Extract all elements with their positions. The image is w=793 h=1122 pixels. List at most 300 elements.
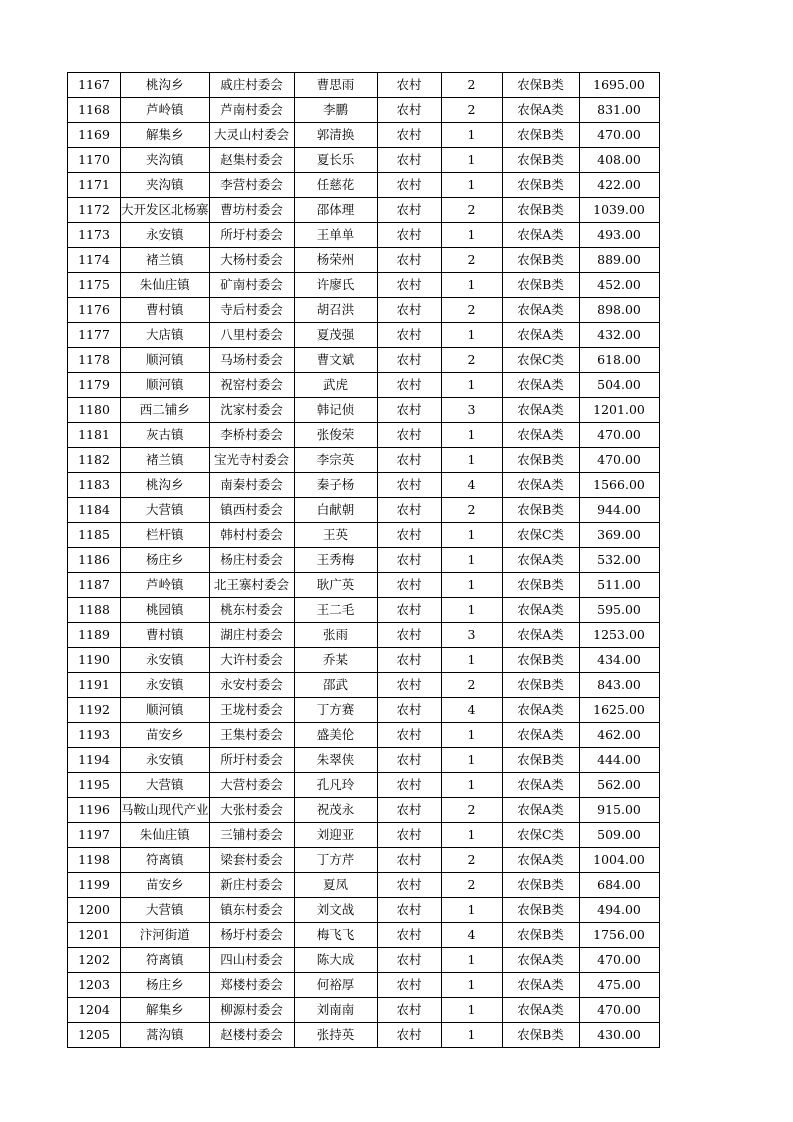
name-cell: 许廖氏 <box>294 273 377 298</box>
village-committee-cell: 李桥村委会 <box>209 423 294 448</box>
person-count-cell: 2 <box>441 98 502 123</box>
household-type-cell: 农村 <box>377 298 441 323</box>
table-row <box>68 948 660 973</box>
name-cell: 曹思雨 <box>294 73 377 98</box>
person-count-cell: 1 <box>441 448 502 473</box>
person-count-cell: 2 <box>441 348 502 373</box>
household-type-cell: 农村 <box>377 973 441 998</box>
person-count-cell: 2 <box>441 873 502 898</box>
row-number-cell: 1204 <box>68 998 121 1023</box>
township-cell: 解集乡 <box>121 123 210 148</box>
table-row <box>68 273 660 298</box>
village-committee-cell: 桃东村委会 <box>209 598 294 623</box>
table-row <box>68 798 660 823</box>
person-count-cell: 1 <box>441 373 502 398</box>
insurance-category-cell: 农保B类 <box>502 573 579 598</box>
village-committee-cell: 镇东村委会 <box>209 898 294 923</box>
insurance-category-cell: 农保A类 <box>502 398 579 423</box>
township-cell: 汴河街道 <box>121 923 210 948</box>
village-committee-cell: 所圩村委会 <box>209 223 294 248</box>
amount-cell: 831.00 <box>579 98 659 123</box>
household-type-cell: 农村 <box>377 848 441 873</box>
person-count-cell: 3 <box>441 623 502 648</box>
name-cell: 盛美伦 <box>294 723 377 748</box>
table-row <box>68 923 660 948</box>
table-row <box>68 573 660 598</box>
row-number-cell: 1168 <box>68 98 121 123</box>
township-cell: 杨庄乡 <box>121 548 210 573</box>
row-number-cell: 1202 <box>68 948 121 973</box>
household-type-cell: 农村 <box>377 948 441 973</box>
village-committee-cell: 湖庄村委会 <box>209 623 294 648</box>
amount-cell: 470.00 <box>579 948 659 973</box>
person-count-cell: 1 <box>441 648 502 673</box>
household-type-cell: 农村 <box>377 448 441 473</box>
row-number-cell: 1187 <box>68 573 121 598</box>
table-row <box>68 398 660 423</box>
row-number-cell: 1198 <box>68 848 121 873</box>
name-cell: 武虎 <box>294 373 377 398</box>
table-row <box>68 348 660 373</box>
name-cell: 秦子杨 <box>294 473 377 498</box>
household-type-cell: 农村 <box>377 648 441 673</box>
insurance-category-cell: 农保A类 <box>502 373 579 398</box>
amount-cell: 1201.00 <box>579 398 659 423</box>
village-committee-cell: 赵集村委会 <box>209 148 294 173</box>
name-cell: 夏长乐 <box>294 148 377 173</box>
insurance-category-cell: 农保A类 <box>502 623 579 648</box>
village-committee-cell: 大营村委会 <box>209 773 294 798</box>
person-count-cell: 2 <box>441 798 502 823</box>
insurance-category-cell: 农保A类 <box>502 998 579 1023</box>
household-type-cell: 农村 <box>377 373 441 398</box>
household-type-cell: 农村 <box>377 473 441 498</box>
insurance-category-cell: 农保B类 <box>502 923 579 948</box>
township-cell: 永安镇 <box>121 648 210 673</box>
insurance-category-cell: 农保A类 <box>502 848 579 873</box>
insurance-category-cell: 农保A类 <box>502 323 579 348</box>
township-cell: 褚兰镇 <box>121 448 210 473</box>
name-cell: 刘迎亚 <box>294 823 377 848</box>
table-row <box>68 298 660 323</box>
household-type-cell: 农村 <box>377 223 441 248</box>
village-committee-cell: 北王寨村委会 <box>209 573 294 598</box>
person-count-cell: 2 <box>441 673 502 698</box>
amount-cell: 1566.00 <box>579 473 659 498</box>
insurance-category-cell: 农保A类 <box>502 298 579 323</box>
insurance-category-cell: 农保B类 <box>502 448 579 473</box>
name-cell: 张俊荣 <box>294 423 377 448</box>
village-committee-cell: 镇西村委会 <box>209 498 294 523</box>
row-number-cell: 1205 <box>68 1023 121 1048</box>
township-cell: 朱仙庄镇 <box>121 823 210 848</box>
amount-cell: 369.00 <box>579 523 659 548</box>
amount-cell: 408.00 <box>579 148 659 173</box>
insurance-category-cell: 农保B类 <box>502 873 579 898</box>
table-row <box>68 998 660 1023</box>
household-type-cell: 农村 <box>377 823 441 848</box>
village-committee-cell: 八里村委会 <box>209 323 294 348</box>
amount-cell: 432.00 <box>579 323 659 348</box>
insurance-category-cell: 农保B类 <box>502 248 579 273</box>
table-row <box>68 198 660 223</box>
name-cell: 丁方芹 <box>294 848 377 873</box>
household-type-cell: 农村 <box>377 748 441 773</box>
village-committee-cell: 矿南村委会 <box>209 273 294 298</box>
household-type-cell: 农村 <box>377 798 441 823</box>
person-count-cell: 4 <box>441 698 502 723</box>
row-number-cell: 1193 <box>68 723 121 748</box>
amount-cell: 1253.00 <box>579 623 659 648</box>
name-cell: 耿广英 <box>294 573 377 598</box>
person-count-cell: 1 <box>441 173 502 198</box>
insurance-category-cell: 农保B类 <box>502 898 579 923</box>
row-number-cell: 1195 <box>68 773 121 798</box>
row-number-cell: 1192 <box>68 698 121 723</box>
insurance-category-cell: 农保A类 <box>502 698 579 723</box>
person-count-cell: 1 <box>441 948 502 973</box>
insurance-category-cell: 农保B类 <box>502 198 579 223</box>
amount-cell: 509.00 <box>579 823 659 848</box>
amount-cell: 618.00 <box>579 348 659 373</box>
person-count-cell: 1 <box>441 573 502 598</box>
person-count-cell: 1 <box>441 423 502 448</box>
insurance-category-cell: 农保B类 <box>502 673 579 698</box>
household-type-cell: 农村 <box>377 173 441 198</box>
name-cell: 白献朝 <box>294 498 377 523</box>
insurance-category-cell: 农保B类 <box>502 748 579 773</box>
village-committee-cell: 新庄村委会 <box>209 873 294 898</box>
amount-cell: 493.00 <box>579 223 659 248</box>
table-row <box>68 723 660 748</box>
row-number-cell: 1200 <box>68 898 121 923</box>
village-committee-cell: 寺后村委会 <box>209 298 294 323</box>
amount-cell: 475.00 <box>579 973 659 998</box>
township-cell: 苗安乡 <box>121 723 210 748</box>
name-cell: 何裕厚 <box>294 973 377 998</box>
name-cell: 杨荣州 <box>294 248 377 273</box>
township-cell: 芦岭镇 <box>121 573 210 598</box>
household-type-cell: 农村 <box>377 98 441 123</box>
table-row <box>68 598 660 623</box>
row-number-cell: 1171 <box>68 173 121 198</box>
row-number-cell: 1186 <box>68 548 121 573</box>
village-committee-cell: 所圩村委会 <box>209 748 294 773</box>
table-row <box>68 373 660 398</box>
row-number-cell: 1167 <box>68 73 121 98</box>
household-type-cell: 农村 <box>377 698 441 723</box>
row-number-cell: 1189 <box>68 623 121 648</box>
township-cell: 桃沟乡 <box>121 473 210 498</box>
household-type-cell: 农村 <box>377 498 441 523</box>
amount-cell: 1039.00 <box>579 198 659 223</box>
village-committee-cell: 芦南村委会 <box>209 98 294 123</box>
name-cell: 胡召洪 <box>294 298 377 323</box>
person-count-cell: 1 <box>441 998 502 1023</box>
township-cell: 大营镇 <box>121 773 210 798</box>
person-count-cell: 1 <box>441 273 502 298</box>
township-cell: 夹沟镇 <box>121 173 210 198</box>
household-type-cell: 农村 <box>377 1023 441 1048</box>
name-cell: 刘南南 <box>294 998 377 1023</box>
row-number-cell: 1190 <box>68 648 121 673</box>
township-cell: 顺河镇 <box>121 348 210 373</box>
township-cell: 苗安乡 <box>121 873 210 898</box>
insurance-category-cell: 农保A类 <box>502 223 579 248</box>
amount-cell: 470.00 <box>579 423 659 448</box>
name-cell: 张持英 <box>294 1023 377 1048</box>
township-cell: 大开发区北杨寨 <box>121 198 210 223</box>
township-cell: 桃园镇 <box>121 598 210 623</box>
township-cell: 永安镇 <box>121 748 210 773</box>
table-row <box>68 898 660 923</box>
name-cell: 郭清换 <box>294 123 377 148</box>
row-number-cell: 1169 <box>68 123 121 148</box>
village-committee-cell: 南秦村委会 <box>209 473 294 498</box>
person-count-cell: 2 <box>441 498 502 523</box>
household-type-cell: 农村 <box>377 148 441 173</box>
name-cell: 乔某 <box>294 648 377 673</box>
township-cell: 蒿沟镇 <box>121 1023 210 1048</box>
row-number-cell: 1203 <box>68 973 121 998</box>
township-cell: 西二铺乡 <box>121 398 210 423</box>
household-type-cell: 农村 <box>377 73 441 98</box>
township-cell: 符离镇 <box>121 948 210 973</box>
insurance-category-cell: 农保B类 <box>502 123 579 148</box>
table-row <box>68 248 660 273</box>
insurance-category-cell: 农保A类 <box>502 948 579 973</box>
amount-cell: 444.00 <box>579 748 659 773</box>
township-cell: 桃沟乡 <box>121 73 210 98</box>
amount-cell: 430.00 <box>579 1023 659 1048</box>
name-cell: 王英 <box>294 523 377 548</box>
township-cell: 大店镇 <box>121 323 210 348</box>
insurance-category-cell: 农保A类 <box>502 773 579 798</box>
household-type-cell: 农村 <box>377 598 441 623</box>
household-type-cell: 农村 <box>377 398 441 423</box>
township-cell: 大营镇 <box>121 898 210 923</box>
insurance-category-cell: 农保A类 <box>502 423 579 448</box>
village-committee-cell: 杨庄村委会 <box>209 548 294 573</box>
name-cell: 孔凡玲 <box>294 773 377 798</box>
table-row <box>68 448 660 473</box>
name-cell: 祝茂永 <box>294 798 377 823</box>
amount-cell: 462.00 <box>579 723 659 748</box>
village-committee-cell: 曹坊村委会 <box>209 198 294 223</box>
village-committee-cell: 三铺村委会 <box>209 823 294 848</box>
village-committee-cell: 赵楼村委会 <box>209 1023 294 1048</box>
household-type-cell: 农村 <box>377 523 441 548</box>
amount-cell: 1625.00 <box>579 698 659 723</box>
village-committee-cell: 李营村委会 <box>209 173 294 198</box>
insurance-category-cell: 农保A类 <box>502 973 579 998</box>
household-type-cell: 农村 <box>377 673 441 698</box>
table-row <box>68 498 660 523</box>
township-cell: 褚兰镇 <box>121 248 210 273</box>
village-committee-cell: 马场村委会 <box>209 348 294 373</box>
insurance-category-cell: 农保A类 <box>502 723 579 748</box>
township-cell: 大营镇 <box>121 498 210 523</box>
amount-cell: 898.00 <box>579 298 659 323</box>
person-count-cell: 1 <box>441 723 502 748</box>
amount-cell: 470.00 <box>579 998 659 1023</box>
household-type-cell: 农村 <box>377 423 441 448</box>
table-row <box>68 848 660 873</box>
table-row <box>68 673 660 698</box>
person-count-cell: 1 <box>441 823 502 848</box>
person-count-cell: 1 <box>441 1023 502 1048</box>
household-type-cell: 农村 <box>377 923 441 948</box>
table-row <box>68 698 660 723</box>
row-number-cell: 1170 <box>68 148 121 173</box>
amount-cell: 843.00 <box>579 673 659 698</box>
table-row <box>68 873 660 898</box>
amount-cell: 1004.00 <box>579 848 659 873</box>
person-count-cell: 2 <box>441 848 502 873</box>
person-count-cell: 1 <box>441 323 502 348</box>
amount-cell: 452.00 <box>579 273 659 298</box>
amount-cell: 1756.00 <box>579 923 659 948</box>
name-cell: 夏凤 <box>294 873 377 898</box>
insurance-category-cell: 农保A类 <box>502 798 579 823</box>
township-cell: 曹村镇 <box>121 298 210 323</box>
village-committee-cell: 王垅村委会 <box>209 698 294 723</box>
village-committee-cell: 郑楼村委会 <box>209 973 294 998</box>
table-row <box>68 73 660 98</box>
name-cell: 李鹏 <box>294 98 377 123</box>
name-cell: 王秀梅 <box>294 548 377 573</box>
insurance-category-cell: 农保B类 <box>502 1023 579 1048</box>
township-cell: 马鞍山现代产业 <box>121 798 210 823</box>
insurance-category-cell: 农保B类 <box>502 73 579 98</box>
person-count-cell: 4 <box>441 473 502 498</box>
name-cell: 邵武 <box>294 673 377 698</box>
township-cell: 栏杆镇 <box>121 523 210 548</box>
row-number-cell: 1178 <box>68 348 121 373</box>
household-type-cell: 农村 <box>377 723 441 748</box>
village-committee-cell: 大张村委会 <box>209 798 294 823</box>
amount-cell: 915.00 <box>579 798 659 823</box>
name-cell: 任慈花 <box>294 173 377 198</box>
village-committee-cell: 大杨村委会 <box>209 248 294 273</box>
row-number-cell: 1181 <box>68 423 121 448</box>
amount-cell: 595.00 <box>579 598 659 623</box>
row-number-cell: 1197 <box>68 823 121 848</box>
township-cell: 杨庄乡 <box>121 973 210 998</box>
amount-cell: 504.00 <box>579 373 659 398</box>
name-cell: 丁方赛 <box>294 698 377 723</box>
village-committee-cell: 杨圩村委会 <box>209 923 294 948</box>
village-committee-cell: 大灵山村委会 <box>209 123 294 148</box>
person-count-cell: 2 <box>441 298 502 323</box>
insurance-category-cell: 农保B类 <box>502 648 579 673</box>
table-row <box>68 773 660 798</box>
name-cell: 王单单 <box>294 223 377 248</box>
amount-cell: 422.00 <box>579 173 659 198</box>
name-cell: 李宗英 <box>294 448 377 473</box>
name-cell: 王二毛 <box>294 598 377 623</box>
row-number-cell: 1182 <box>68 448 121 473</box>
insurance-category-cell: 农保A类 <box>502 98 579 123</box>
table-row <box>68 973 660 998</box>
name-cell: 夏茂强 <box>294 323 377 348</box>
row-number-cell: 1194 <box>68 748 121 773</box>
row-number-cell: 1183 <box>68 473 121 498</box>
household-type-cell: 农村 <box>377 348 441 373</box>
amount-cell: 470.00 <box>579 123 659 148</box>
person-count-cell: 2 <box>441 73 502 98</box>
insurance-category-cell: 农保B类 <box>502 498 579 523</box>
township-cell: 朱仙庄镇 <box>121 273 210 298</box>
relief-table <box>67 72 660 1048</box>
person-count-cell: 2 <box>441 248 502 273</box>
township-cell: 夹沟镇 <box>121 148 210 173</box>
insurance-category-cell: 农保C类 <box>502 348 579 373</box>
village-committee-cell: 韩村村委会 <box>209 523 294 548</box>
township-cell: 永安镇 <box>121 673 210 698</box>
name-cell: 张雨 <box>294 623 377 648</box>
table-row <box>68 323 660 348</box>
household-type-cell: 农村 <box>377 248 441 273</box>
row-number-cell: 1179 <box>68 373 121 398</box>
person-count-cell: 1 <box>441 973 502 998</box>
insurance-category-cell: 农保A类 <box>502 598 579 623</box>
person-count-cell: 1 <box>441 123 502 148</box>
table-row <box>68 473 660 498</box>
person-count-cell: 4 <box>441 923 502 948</box>
insurance-category-cell: 农保A类 <box>502 473 579 498</box>
township-cell: 永安镇 <box>121 223 210 248</box>
household-type-cell: 农村 <box>377 123 441 148</box>
row-number-cell: 1191 <box>68 673 121 698</box>
person-count-cell: 1 <box>441 548 502 573</box>
amount-cell: 532.00 <box>579 548 659 573</box>
table-row <box>68 148 660 173</box>
household-type-cell: 农村 <box>377 998 441 1023</box>
village-committee-cell: 祝窑村委会 <box>209 373 294 398</box>
household-type-cell: 农村 <box>377 773 441 798</box>
person-count-cell: 1 <box>441 898 502 923</box>
insurance-category-cell: 农保C类 <box>502 523 579 548</box>
insurance-category-cell: 农保B类 <box>502 148 579 173</box>
table-row <box>68 423 660 448</box>
name-cell: 刘文战 <box>294 898 377 923</box>
township-cell: 解集乡 <box>121 998 210 1023</box>
amount-cell: 434.00 <box>579 648 659 673</box>
household-type-cell: 农村 <box>377 548 441 573</box>
township-cell: 符离镇 <box>121 848 210 873</box>
township-cell: 顺河镇 <box>121 698 210 723</box>
row-number-cell: 1174 <box>68 248 121 273</box>
table-row <box>68 223 660 248</box>
amount-cell: 470.00 <box>579 448 659 473</box>
household-type-cell: 农村 <box>377 898 441 923</box>
insurance-category-cell: 农保B类 <box>502 273 579 298</box>
insurance-category-cell: 农保A类 <box>502 548 579 573</box>
person-count-cell: 1 <box>441 148 502 173</box>
village-committee-cell: 王集村委会 <box>209 723 294 748</box>
table-row <box>68 623 660 648</box>
household-type-cell: 农村 <box>377 623 441 648</box>
table-row <box>68 548 660 573</box>
township-cell: 芦岭镇 <box>121 98 210 123</box>
name-cell: 韩记侦 <box>294 398 377 423</box>
table-row <box>68 648 660 673</box>
person-count-cell: 3 <box>441 398 502 423</box>
row-number-cell: 1184 <box>68 498 121 523</box>
township-cell: 灰古镇 <box>121 423 210 448</box>
village-committee-cell: 大许村委会 <box>209 648 294 673</box>
